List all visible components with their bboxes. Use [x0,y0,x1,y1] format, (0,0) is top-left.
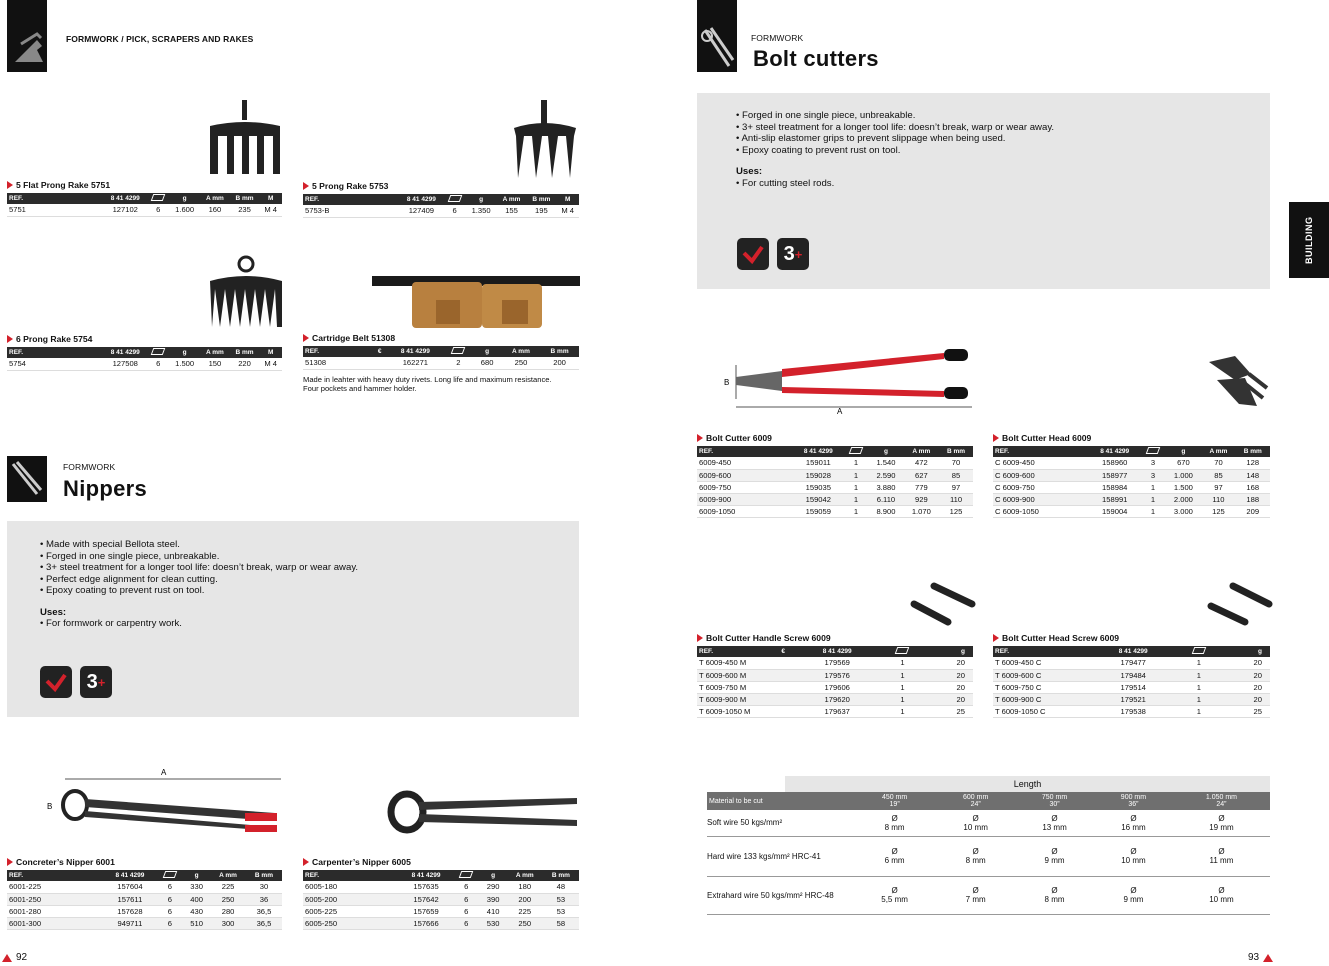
box-icon [1146,447,1161,454]
product-table-belt: REF. € 8 41 4299 g A mm B mm 51308 162271 2 680 250 200 [303,346,579,370]
product-table-handle-screw: REF. € 8 41 4299 g T 6009-450 M 179569 1 20 T 6009-600 M 179576 1 20 T 6009-750 M 179606 1 20 T 6009-900 M 179620 1 20 T 6009-1050 M 179637 1 25 [697,646,973,718]
product-title: Cartridge Belt 51308 [303,333,579,343]
product-table-head-screw: REF. 8 41 4299 g T 6009-450 C 179477 1 20 T 6009-600 C 179484 1 20 T 6009-750 C 179514 1 20 T 6009-900 C 179521 1 20 T 6009-1050 C 179538 1 25 [993,646,1270,718]
section-title: Nippers [63,476,148,501]
rake-5753-image [510,100,580,180]
brand-triangle-icon [2,954,12,962]
svg-text:A: A [161,768,167,777]
product-title: Bolt Cutter Handle Screw 6009 [697,633,973,643]
box-icon [447,195,462,202]
features-box: • Forged in one single piece, unbreakable. • 3+ steel treatment for a longer tool life: doesn’t break, warp or wear away. • Anti-slip elastomer grips to prevent slippage when being used. • Epoxy coating to prevent rust on tool. Uses: • For cutting steel rods. 3 + [697,93,1270,289]
box-icon [459,871,474,878]
product-title: 6 Prong Rake 5754 [7,334,282,344]
section-tag: FORMWORK [63,462,116,472]
product-title: Concreter’s Nipper 6001 [7,857,282,867]
forged-badge-icon [737,238,769,270]
belt-note: Made in leahter with heavy duty rivets. Long life and maximum resistance. Four pockets and hammer holder. [303,374,552,393]
cartridge-belt-image [372,270,580,332]
category-icon-bolt-cutter [697,0,737,72]
rake-5754-image [206,253,286,329]
product-title: 5 Prong Rake 5753 [303,181,579,191]
product-title: Bolt Cutter Head 6009 [993,433,1270,443]
svg-text:B: B [47,802,53,811]
product-table-5751: REF. 8 41 4299 g A mm B mm M 5751 127102 6 1.600 160 235 M 4 [7,193,282,217]
section-title: Bolt cutters [753,46,879,71]
features-box: • Made with special Bellota steel. • Forged in one single piece, unbreakable. • 3+ steel treatment for a longer tool life: doesn’t break, warp or wear away. • Perfect edge alignment for clean cutting. • Epoxy coating to prevent rust on tool. Uses: • For formwork or carpentry work. 3 + [7,521,579,717]
box-icon [1192,647,1207,654]
category-icon-nippers [7,456,47,502]
concreter-nipper-image [45,765,285,835]
box-icon [895,647,910,654]
page-number-left: 92 [2,952,27,963]
product-title: 5 Flat Prong Rake 5751 [7,180,282,190]
length-table: Length Material to be cut 450 mm 19” 600 mm 24” 750 mm 30” 900 mm 36” 1.050 mm 24” Soft wire 50 kgs/mm² Ø 8 mm Ø 10 mm Ø 13 mm Ø 16 mm Ø 19 mm Hard wire 133 kgs/mm² HRC-41 Ø 6 mm Ø 8 mm Ø 9 mm Ø 10 mm Ø 11 mm Extrahard wire 50 kgs/mm² HRC-48 Ø 5,5 mm Ø 7 mm Ø 8 mm Ø 9 mm Ø 10 mm [707,776,1270,915]
box-icon [451,347,466,354]
box-icon [849,447,864,454]
product-title: Carpenter’s Nipper 6005 [303,857,579,867]
chapter-tab: BUILDING [1289,202,1329,278]
product-table-bolt-cutter: REF. 8 41 4299 g A mm B mm 6009-450 159011 1 1.540 472 70 6009-600 159028 1 2.590 627 85 6009-750 159035 1 3.880 779 97 6009-900 159042 1 6.110 929 110 6009-1050 159059 1 8.900 1.070 125 [697,446,973,518]
box-icon [151,348,166,355]
bolt-cutter-image [722,345,974,417]
svg-text:A: A [837,407,843,416]
product-table-5753: REF. 8 41 4299 g A mm B mm M 5753-B 127409 6 1.350 155 195 M 4 [303,194,579,218]
bolt-cutter-head-image [1205,352,1271,414]
page-number-right: 93 [1248,952,1273,963]
product-table-bolt-cutter-head: REF. 8 41 4299 g A mm B mm C 6009-450 158960 3 670 70 128 C 6009-600 158977 3 1.000 85 148 C 6009-750 158984 1 1.500 97 168 C 6009-900 158991 1 2.000 110 188 C 6009-1050 159004 1 3.000 125 209 [993,446,1270,518]
box-icon [151,194,166,201]
product-title: Bolt Cutter 6009 [697,433,973,443]
forged-badge-icon [40,666,72,698]
box-icon [163,871,178,878]
length-title: Length [785,776,1270,792]
steel-3plus-badge: 3 + [80,666,112,698]
section-tag: FORMWORK [751,33,804,43]
steel-3plus-badge: 3 + [777,238,809,270]
handle-screw-image [908,578,976,628]
rake-5751-image [206,100,284,176]
svg-text:B: B [724,378,730,387]
product-title: Bolt Cutter Head Screw 6009 [993,633,1270,643]
product-table-6001: REF. 8 41 4299 g A mm B mm 6001-225 157604 6 330 225 30 6001-250 157611 6 400 250 36 6001-280 157628 6 430 280 36,5 6001-300 949711 6 510 300 36,5 [7,870,282,930]
brand-triangle-icon [1263,954,1273,962]
product-table-6005: REF. 8 41 4299 g A mm B mm 6005-180 157635 6 290 180 48 6005-200 157642 6 390 200 53 6005-225 157659 6 410 225 53 6005-250 157666 6 530 250 58 [303,870,579,930]
product-table-5754: REF. 8 41 4299 g A mm B mm M 5754 127508 6 1.500 150 220 M 4 [7,347,282,371]
category-icon-rake [7,0,47,72]
carpenter-nipper-image [385,786,580,836]
section-tag: FORMWORK / PICK, SCRAPERS AND RAKES [66,34,254,44]
head-screw-image [1205,578,1273,628]
